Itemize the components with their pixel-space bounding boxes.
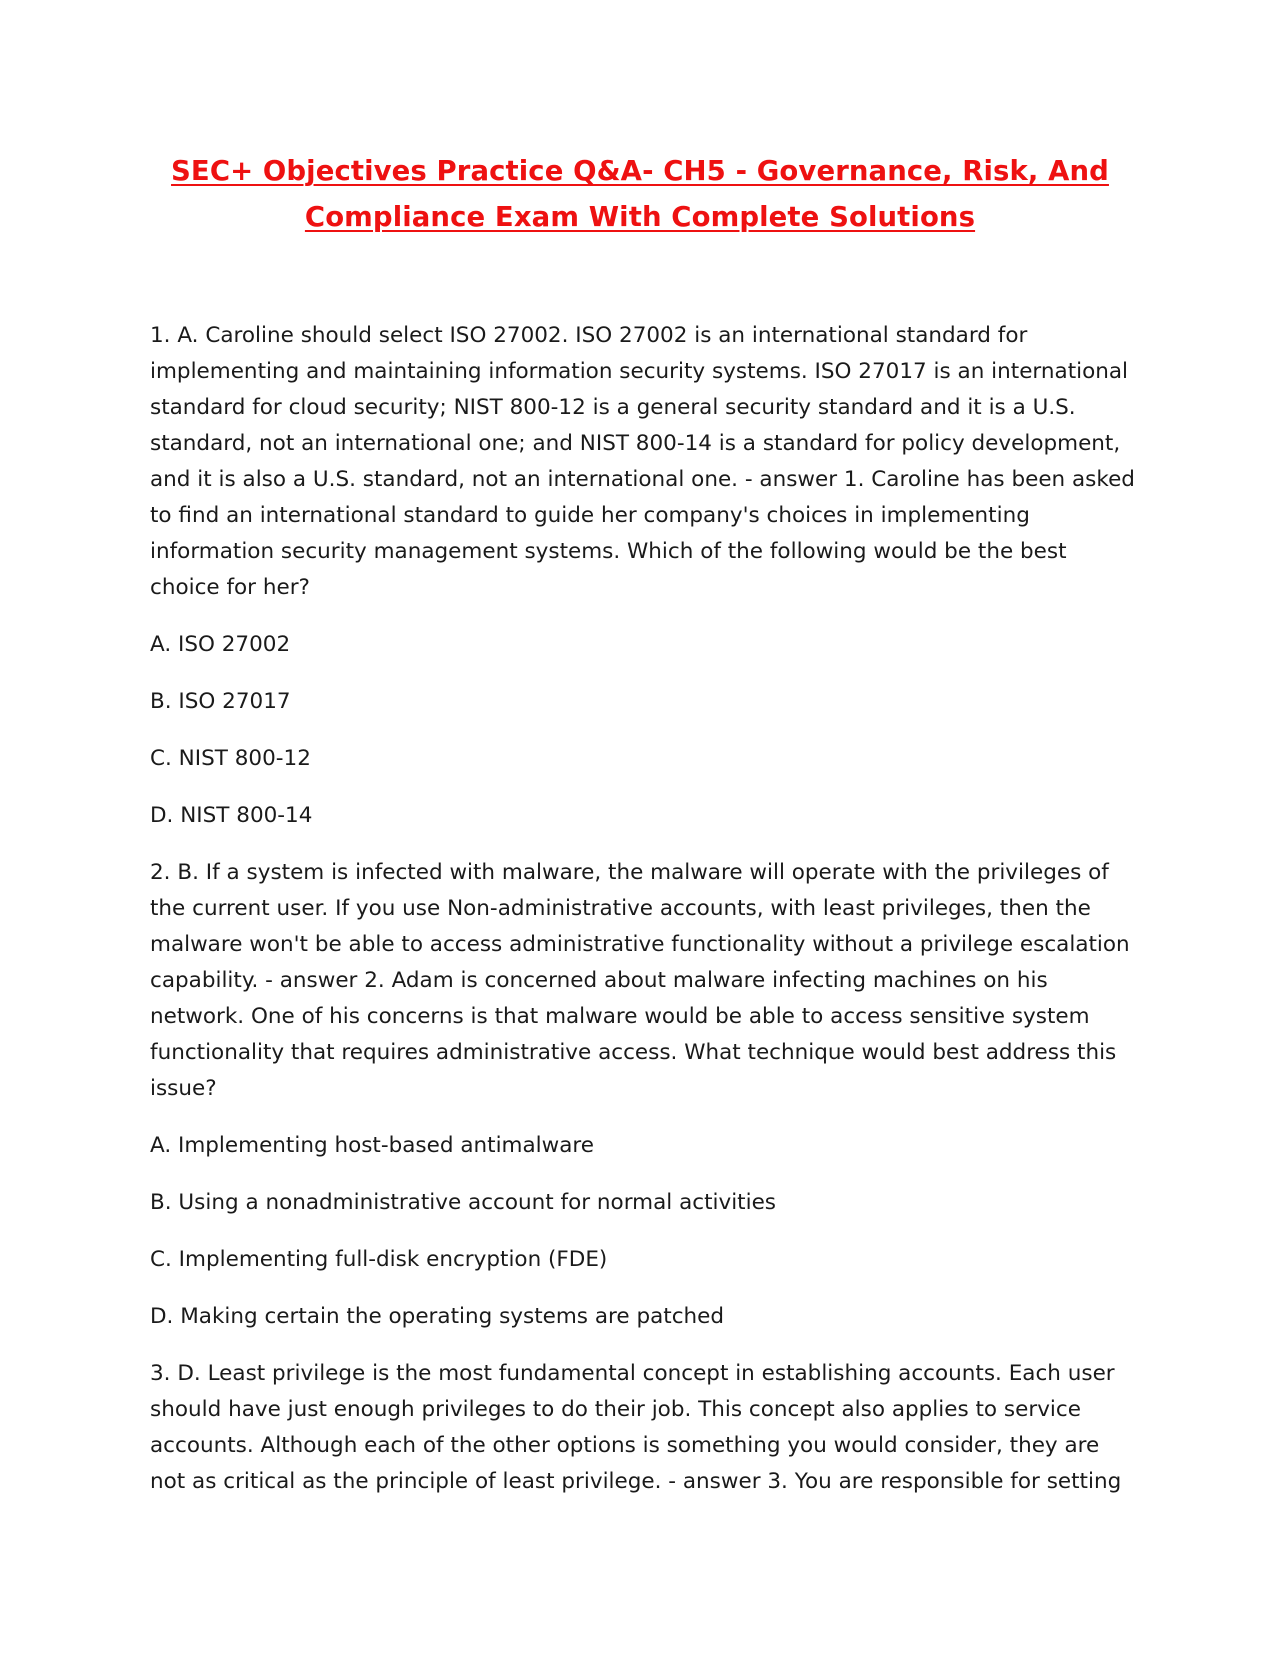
question-1-option-c: C. NIST 800-12 bbox=[150, 746, 311, 771]
question-1-option-b: B. ISO 27017 bbox=[150, 689, 291, 714]
question-2-option-b: B. Using a nonadministrative account for normal activities bbox=[150, 1190, 777, 1215]
question-3-text: 3. D. Least privilege is the most fundamental concept in establishing accounts. Each user should have just enough privileges to do their job. This concept also applies to service accounts. Although each of the other options is something you would consider, they are not as critical as the principle of least privilege. - answer 3. You are responsible for setting bbox=[150, 1361, 1122, 1494]
question-1-text: 1. A. Caroline should select ISO 27002. ISO 27002 is an international standard for implementing and maintaining information security systems. ISO 27017 is an international standard for cloud security; NIST 800-12 is a general security standard and it is a U.S. standard, not an international one; and NIST 800-14 is a standard for policy development, and it is also a U.S. standard, not an international one. - answer 1. Caroline has been asked to find an international standard to guide her company's choices in implementing information security management systems. Which of the following would be the best choice for her? bbox=[150, 323, 1135, 600]
question-2-option-d: D. Making certain the operating systems are patched bbox=[150, 1304, 725, 1329]
question-2-text: 2. B. If a system is infected with malware, the malware will operate with the privileges of the current user. If you use Non-administrative accounts, with least privileges, then the malware won't be able to access administrative functionality without a privilege escalation capability. - answer 2. Adam is concerned about malware infecting machines on his network. One of his concerns is that malware would be able to access sensitive system functionality that requires administrative access. What technique would best address this issue? bbox=[150, 860, 1130, 1101]
document-body bbox=[150, 318, 1135, 1521]
question-2-option-c: C. Implementing full-disk encryption (FDE) bbox=[150, 1247, 608, 1272]
document-title: SEC+ Objectives Practice Q&A- CH5 - Governance, Risk, And Compliance Exam With Complete Solutions bbox=[171, 155, 1109, 233]
question-2-option-a: A. Implementing host-based antimalware bbox=[150, 1133, 594, 1158]
question-1-option-d: D. NIST 800-14 bbox=[150, 803, 313, 828]
question-1-option-a: A. ISO 27002 bbox=[150, 632, 291, 657]
